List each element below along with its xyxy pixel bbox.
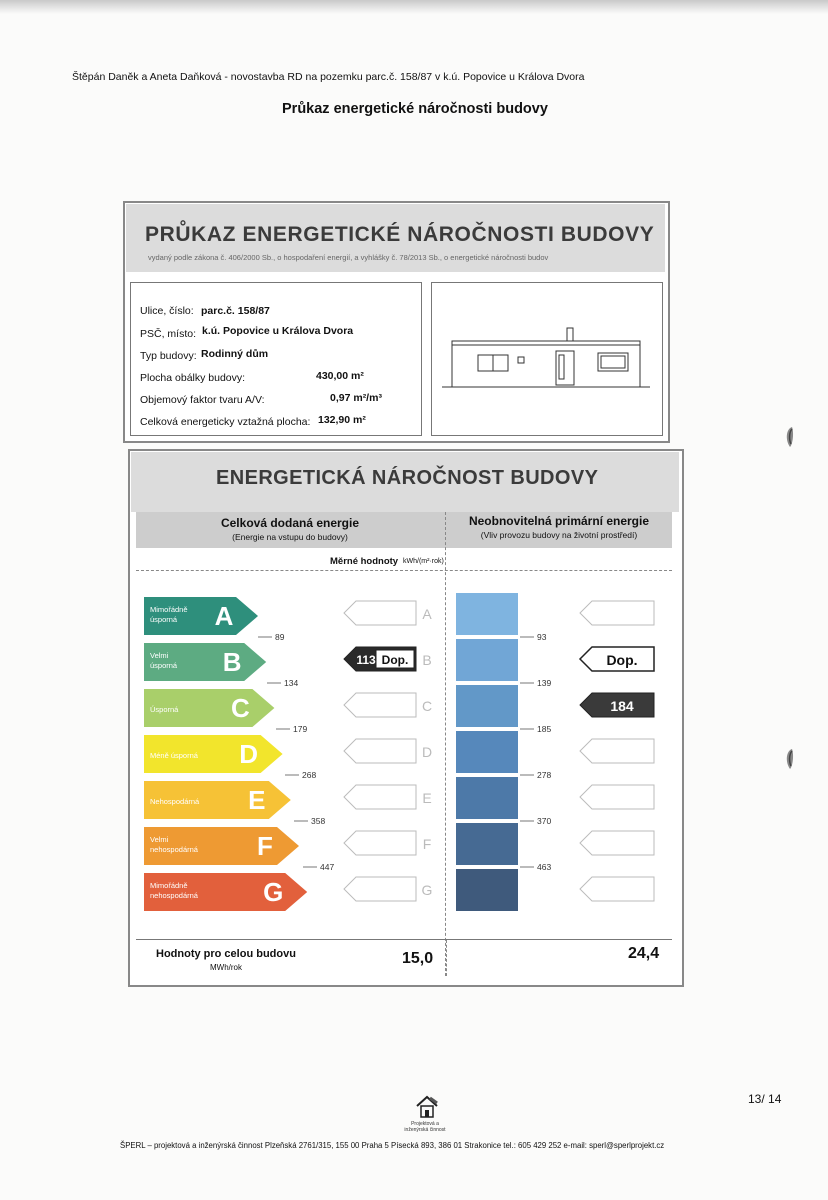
delivered-energy-value: 113: [356, 653, 376, 667]
primary-energy-bar: [456, 869, 518, 911]
class-label: Velmi: [150, 835, 169, 844]
primary-threshold-label: 185: [537, 724, 552, 734]
delivered-energy-subtitle: (Energie na vstupu do budovy): [232, 532, 348, 542]
type-value: Rodinný dům: [201, 348, 269, 360]
delivered-threshold-label: 89: [275, 632, 285, 642]
punch-hole-icon: [782, 748, 798, 770]
house-elevation-sketch: [432, 283, 660, 433]
energy-title: ENERGETICKÁ NÁROČNOST BUDOVY: [216, 467, 599, 489]
type-label: Typ budovy:: [140, 350, 197, 362]
empty-class-indicator: [580, 601, 654, 625]
shape-factor-label: Objemový faktor tvaru A/V:: [140, 394, 265, 406]
class-label: úsporná: [150, 661, 178, 670]
primary-threshold-label: 139: [537, 678, 552, 688]
indicator-class-letter: A: [422, 606, 432, 622]
scan-top-shadow: [0, 0, 828, 14]
logo-caption: Projektová a inženýrská činnost: [404, 1121, 446, 1133]
specific-values-label: Měrné hodnoty: [330, 556, 399, 567]
reference-area-value: 132,90 m²: [318, 414, 366, 426]
indicator-class-letter: D: [421, 744, 433, 760]
empty-class-indicator: [344, 601, 416, 625]
street-value: parc.č. 158/87: [201, 305, 270, 317]
document-title: Průkaz energetické náročnosti budovy: [282, 101, 548, 117]
page-number: 13/ 14: [748, 1092, 782, 1106]
empty-class-indicator: [344, 877, 416, 901]
indicator-class-letter: B: [422, 652, 432, 668]
class-letter: C: [231, 693, 250, 723]
primary-energy-bar: [456, 823, 518, 865]
delivered-threshold-label: 268: [302, 770, 317, 780]
total-delivered-value: 15,0: [402, 950, 434, 967]
primary-reference-label: Dop.: [606, 652, 638, 668]
class-letter: A: [214, 601, 234, 631]
certificate-subtitle: vydaný podle zákona č. 406/2000 Sb., o hospodaření energií, a vyhlášky č. 78/2013 Sb., o energetické náročnosti budov: [148, 253, 549, 262]
delivered-threshold-label: 358: [311, 816, 326, 826]
punch-hole-icon: [782, 426, 798, 448]
empty-class-indicator: [344, 831, 416, 855]
delivered-threshold-label: 134: [284, 678, 299, 688]
primary-energy-bar: [456, 685, 518, 727]
delivered-energy-title: Celková dodaná energie: [220, 516, 360, 530]
certificate-title: PRŮKAZ ENERGETICKÉ NÁROČNOSTI BUDOVY: [145, 223, 655, 246]
scale-top-line: [136, 570, 672, 571]
primary-energy-bar: [456, 639, 518, 681]
primary-energy-title: Neobnovitelná primární energie: [468, 514, 650, 528]
empty-class-indicator: [580, 785, 654, 809]
primary-energy-subtitle: (Vliv provozu budovy na životní prostředí): [480, 530, 638, 540]
class-label: nehospodárná: [150, 891, 198, 900]
total-primary-value: 24,4: [628, 945, 660, 962]
indicator-class-letter: E: [422, 790, 432, 806]
city-label: PSČ, místo:: [140, 328, 197, 340]
class-label: Mimořádně: [150, 881, 188, 890]
class-label: úsporná: [150, 615, 178, 624]
empty-class-indicator: [344, 785, 416, 809]
empty-class-indicator: [580, 831, 654, 855]
class-letter: D: [239, 739, 258, 769]
primary-energy-bar: [456, 593, 518, 635]
totals-unit: MWh/rok: [210, 963, 242, 972]
class-label: Velmi: [150, 651, 169, 660]
reference-area-label: Celková energeticky vztažná plocha:: [140, 416, 311, 428]
totals-divider: [446, 940, 447, 976]
primary-threshold-label: 278: [537, 770, 552, 780]
delivered-threshold-label: 447: [320, 862, 335, 872]
class-label: Méně úsporná: [150, 751, 198, 760]
project-line: Štěpán Daněk a Aneta Daňková - novostavba RD na pozemku parc.č. 158/87 v k.ú. Popovice u Králova Dvora: [72, 71, 585, 83]
class-letter: E: [248, 785, 266, 815]
envelope-value: 430,00 m²: [316, 370, 364, 382]
energy-class-scale: [136, 585, 672, 925]
class-letter: B: [222, 647, 242, 677]
class-label: Úsporná: [150, 705, 179, 714]
empty-class-indicator: [344, 739, 416, 763]
class-letter: F: [257, 831, 273, 861]
company-logo-icon: [415, 1094, 439, 1120]
delivered-threshold-label: 179: [293, 724, 308, 734]
primary-threshold-label: 93: [537, 632, 547, 642]
primary-threshold-label: 370: [537, 816, 552, 826]
indicator-class-letter: G: [421, 882, 433, 898]
totals-label: Hodnoty pro celou budovu: [156, 948, 296, 960]
class-label: Mimořádně: [150, 605, 188, 614]
city-value: k.ú. Popovice u Králova Dvora: [202, 325, 354, 337]
empty-class-indicator: [580, 877, 654, 901]
empty-class-indicator: [580, 739, 654, 763]
class-letter: G: [263, 877, 284, 907]
delivered-reference-label: Dop.: [381, 653, 409, 667]
envelope-label: Plocha obálky budovy:: [140, 372, 246, 384]
street-label: Ulice, číslo:: [140, 305, 194, 317]
specific-values-unit: kWh/(m²·rok): [403, 558, 444, 565]
primary-energy-bar: [456, 777, 518, 819]
footer-contact: ŠPERL – projektová a inženýrská činnost Plzeňská 2761/315, 155 00 Praha 5 Písecká 893, 386 01 Strakonice tel.: 605 429 252 e-mail: sperl@sperlprojekt.cz: [120, 1141, 665, 1150]
empty-class-indicator: [344, 693, 416, 717]
class-label: Nehospodárná: [150, 797, 200, 806]
primary-energy-value: 184: [610, 698, 634, 714]
shape-factor-value: 0,97 m²/m³: [330, 392, 382, 404]
indicator-class-letter: F: [422, 836, 432, 852]
primary-threshold-label: 463: [537, 862, 552, 872]
class-label: nehospodárná: [150, 845, 198, 854]
indicator-class-letter: C: [421, 698, 433, 714]
primary-energy-bar: [456, 731, 518, 773]
